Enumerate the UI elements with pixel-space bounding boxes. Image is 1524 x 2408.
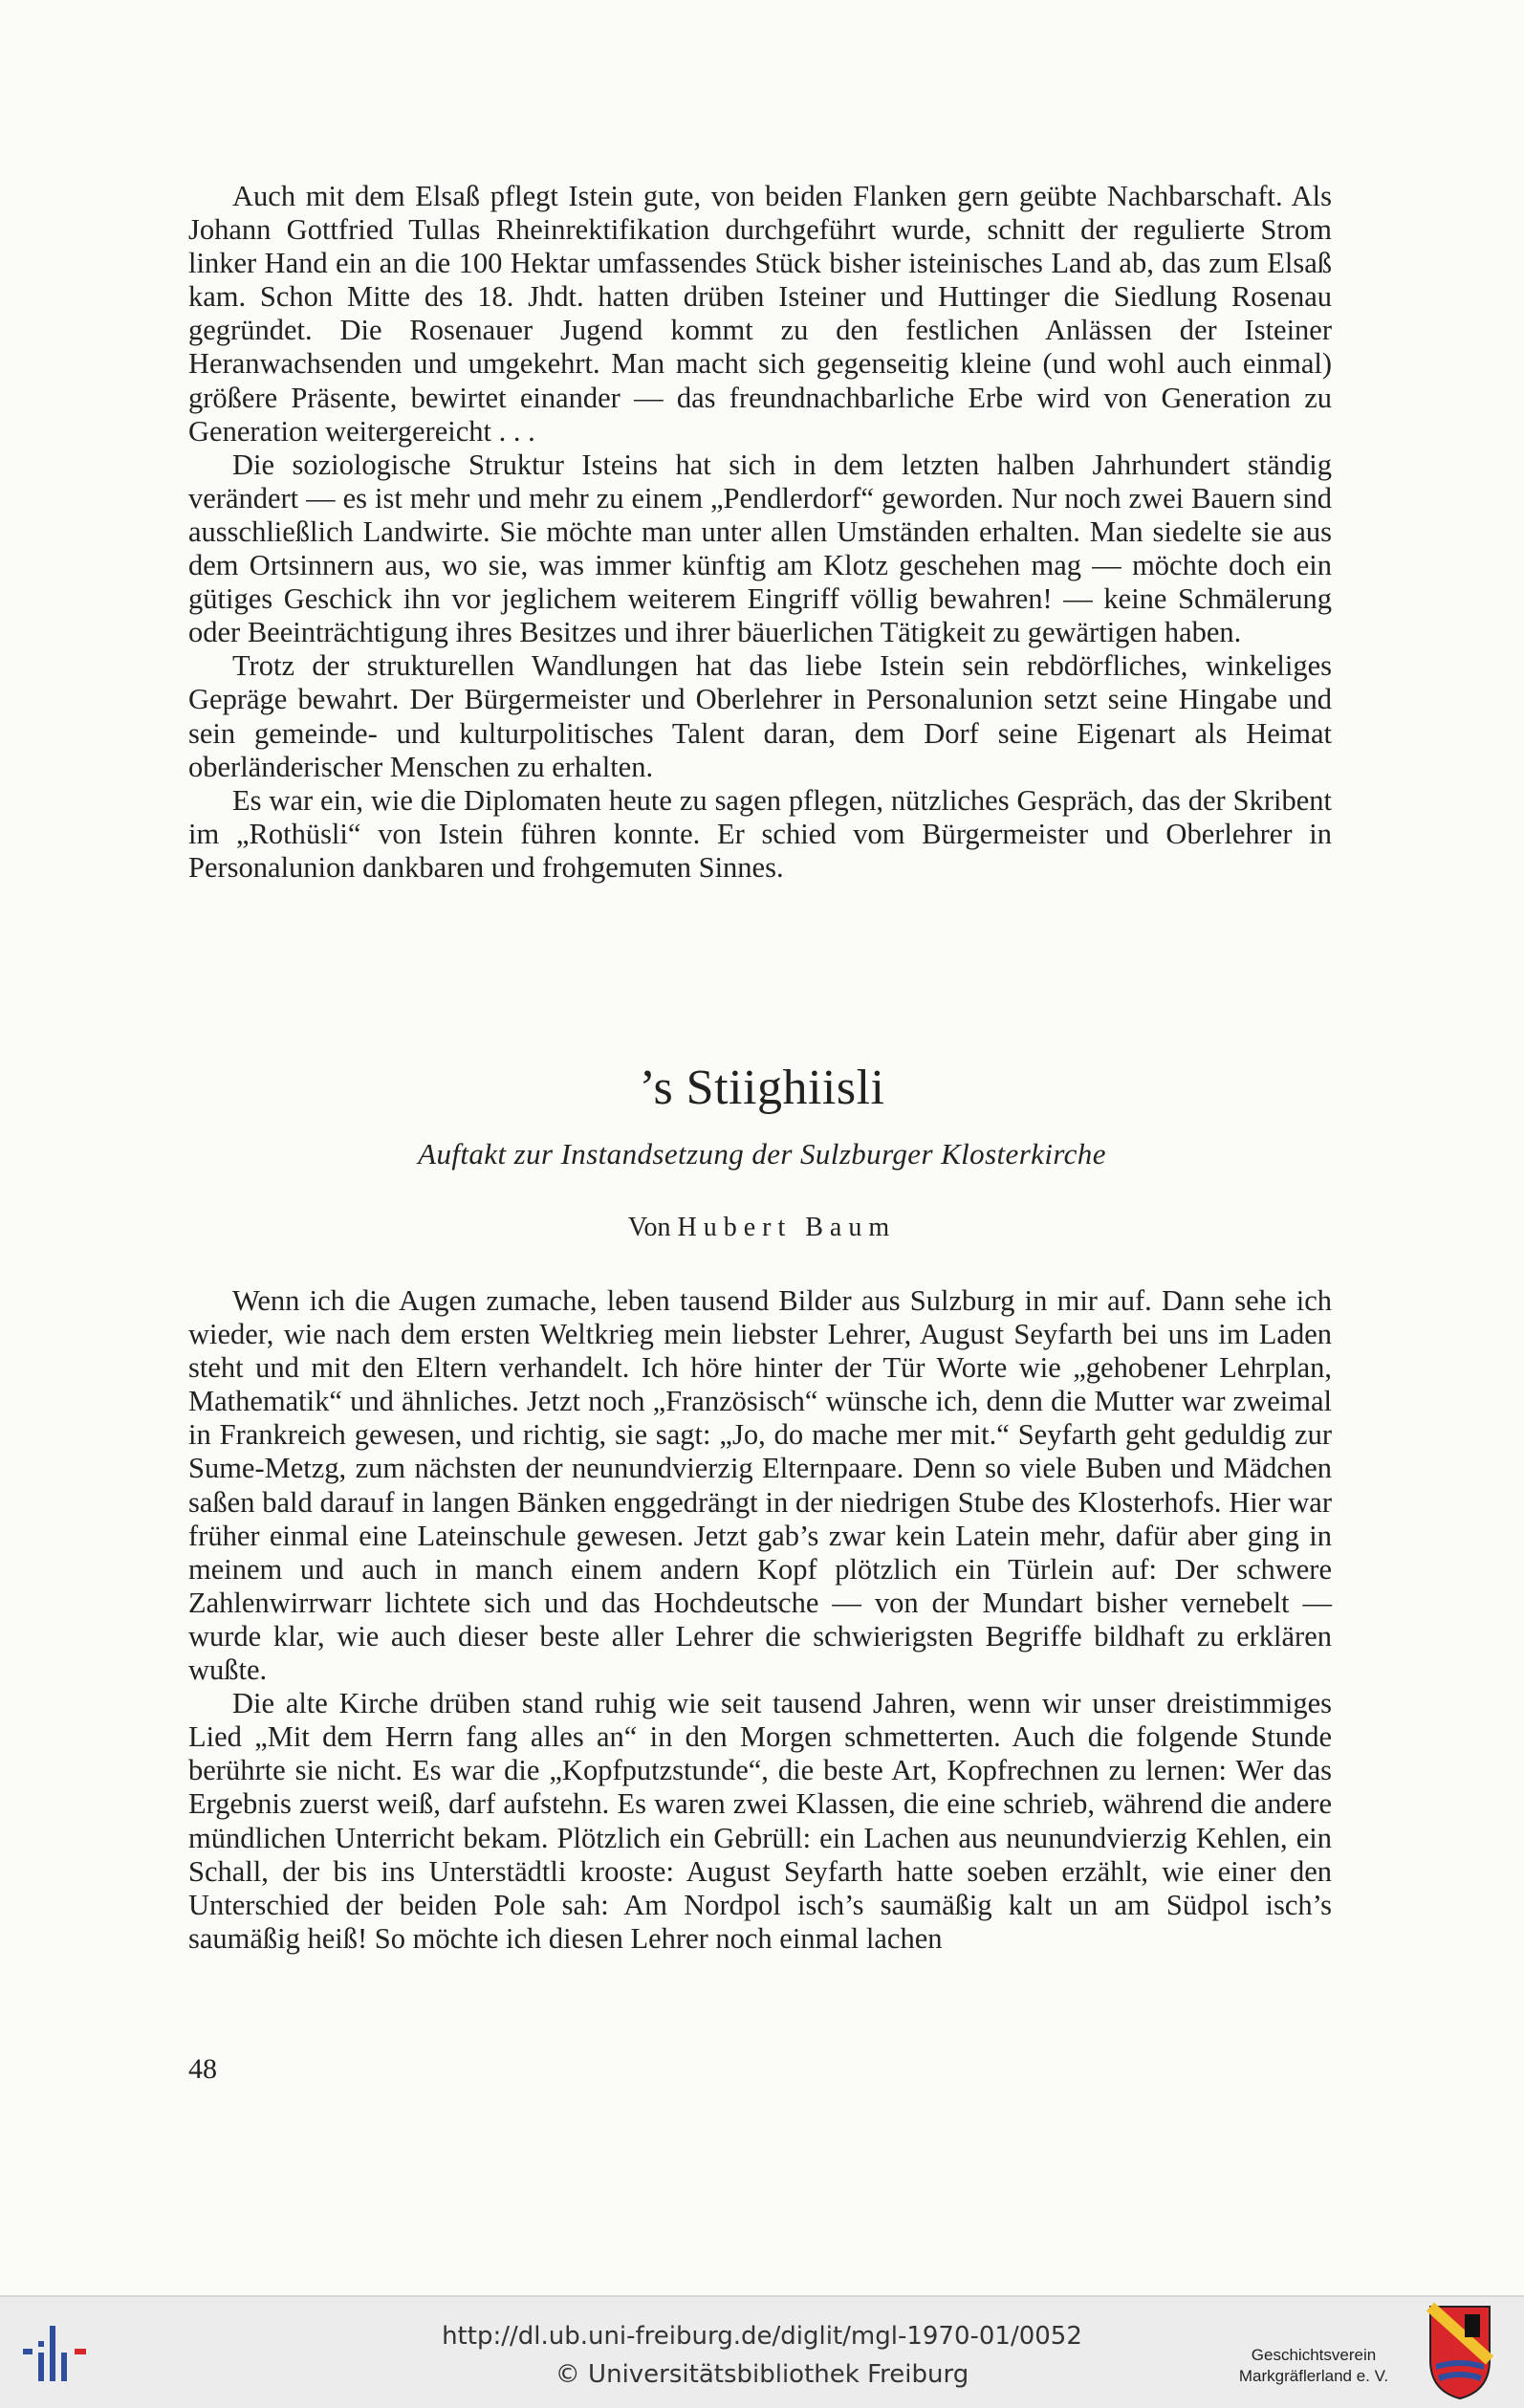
page-number: 48 <box>188 2053 217 2085</box>
article-author <box>0 1213 1524 1243</box>
paragraph: Auch mit dem Elsaß pflegt Istein gute, von beiden Flanken gern geübte Nachbarschaft. Als Johann Gottfried Tullas Rheinrektifikation durchgeführt wurde, schnitt der regulierte Strom linker Hand ein an die 100 Hektar umfassendes Stück bisher isteinisches Land ab, das zum Elsaß kam. Schon Mitte des 18. Jhdt. hatten drüben Isteiner und Huttinger die Siedlung Rosenau gegründet. Die Rosenauer Jugend kommt zu den festlichen Anlässen der Isteiner Heranwachsenden und umgekehrt. Man macht sich gegenseitig kleine (und wohl auch einmal) größere Präsente, bewirtet einander — das freundnachbarliche Erbe wird von Generation zu Generation weitergereicht . . . <box>188 180 1332 448</box>
viewer-footer <box>0 2295 1524 2408</box>
author-name: Hubert Baum <box>677 1213 897 1242</box>
paragraph: Die alte Kirche drüben stand ruhig wie seit tausend Jahren, wenn wir unser dreistimmiges Lied „Mit dem Herrn fang alles an“ in den Morgen schmetterten. Auch die folgende Stunde berührte sie nicht. Es war die „Kopfputzstunde“, die beste Art, Kopfrechnen zu lernen: Wer das Ergebnis zuerst weiß, darf aufstehn. Es waren zwei Klassen, die eine schrieb, während die andere mündlichen Unterricht bekam. Plötzlich ein Gebrüll: ein Lachen aus neunundvierzig Kehlen, ein Schall, der bis ins Unterstädtli krooste: August Seyfarth hatte soeben erzählt, wie einer den Unterschied der beiden Pole sah: Am Nordpol isch’s saumäßig kalt un am Südpol isch’s saumäßig heiß! So möchte ich diesen Lehrer noch einmal lachen <box>188 1687 1332 1955</box>
author-prefix: Von <box>627 1213 671 1242</box>
paragraph: Es war ein, wie die Diplomaten heute zu sagen pflegen, nützliches Gespräch, das der Skribent im „Rothüsli“ von Istein führen konnte. Er schied vom Bürgermeister und Oberlehrer in Personalunion dankbaren und frohgemuten Sinnes. <box>188 783 1332 884</box>
society-name-line: Geschichtsverein <box>1251 2346 1377 2364</box>
paragraph: Die soziologische Struktur Isteins hat sich in dem letzten halben Jahrhundert ständig verändert — es ist mehr und mehr zu einem „Pendlerdorf“ geworden. Nur noch zwei Bauern sind ausschließlich Landwirte. Sie möchte man unter allen Umständen erhalten. Man siedelte sie aus dem Ortsinnern aus, wo sie, was immer künftig am Klotz geschehen mag — möchte doch ein gütiges Geschick ihn vor jeglichem weiterem Eingriff völlig bewahren! — keine Schmälerung oder Beeinträchtigung ihres Besitzes und ihrer bäuerlichen Tätigkeit zu gewärtigen haben. <box>188 448 1332 649</box>
society-name <box>1230 2345 1398 2387</box>
permalink-link[interactable]: http://dl.ub.uni-freiburg.de/diglit/mgl-1970-01/0052 <box>442 2322 1082 2351</box>
paragraph: Trotz der strukturellen Wandlungen hat das liebe Istein sein rebdörfliches, winkeliges Gepräge bewahrt. Der Bürgermeister und Oberlehrer in Personalunion setzt seine Hingabe und sein gemeinde- und kulturpolitisches Talent daran, dem Dorf seine Eigenart als Heimat oberländerischer Menschen zu erhalten. <box>188 649 1332 783</box>
society-name-line: Markgräflerland e. V. <box>1238 2367 1389 2385</box>
paragraph: Wenn ich die Augen zumache, leben tausend Bilder aus Sulzburg in mir auf. Dann sehe ich wieder, wie nach dem ersten Weltkrieg mein liebster Lehrer, August Seyfarth bei uns im Laden steht und mit den Eltern verhandelt. Ich höre hinter der Tür Worte wie „gehobener Lehrplan, Mathematik“ und ähnliches. Jetzt noch „Französisch“ wünsche ich, denn die Mutter war zweimal in Frankreich gewesen, und richtig, sie sagt: „Jo, do mache mer mit.“ Seyfarth geht geduldig zur Sume-Metzg, zum nächsten der neunundvierzig Elternpaare. Denn so viele Buben und Mädchen saßen bald darauf in langen Bänken enggedrängt in der niedrigen Stube des Klosterhofs. Hier war früher einmal eine Lateinschule gewesen. Jetzt gab’s zwar kein Latein mehr, dafür aber ging in meinem und auch in manch einem andern Kopf plötzlich ein Türlein auf: Der schwere Zahlenwirrwarr lichtete sich und das Hochdeutsche — von der Mundart bisher vernebelt — wurde klar, wie auch dieser beste aller Lehrer die schwierigsten Begriffe bildhaft zu erklären wußte. <box>188 1284 1332 1687</box>
article-body <box>188 1284 1332 1956</box>
article-continuation <box>188 180 1332 885</box>
society-coat-of-arms-icon[interactable] <box>1426 2303 1493 2402</box>
article-subtitle: Auftakt zur Instandsetzung der Sulzburger Klosterkirche <box>418 1137 1106 1171</box>
copyright-notice: © Universitätsbibliothek Freiburg <box>555 2360 969 2389</box>
article-title: ’s Stiighiisli <box>639 1061 885 1115</box>
